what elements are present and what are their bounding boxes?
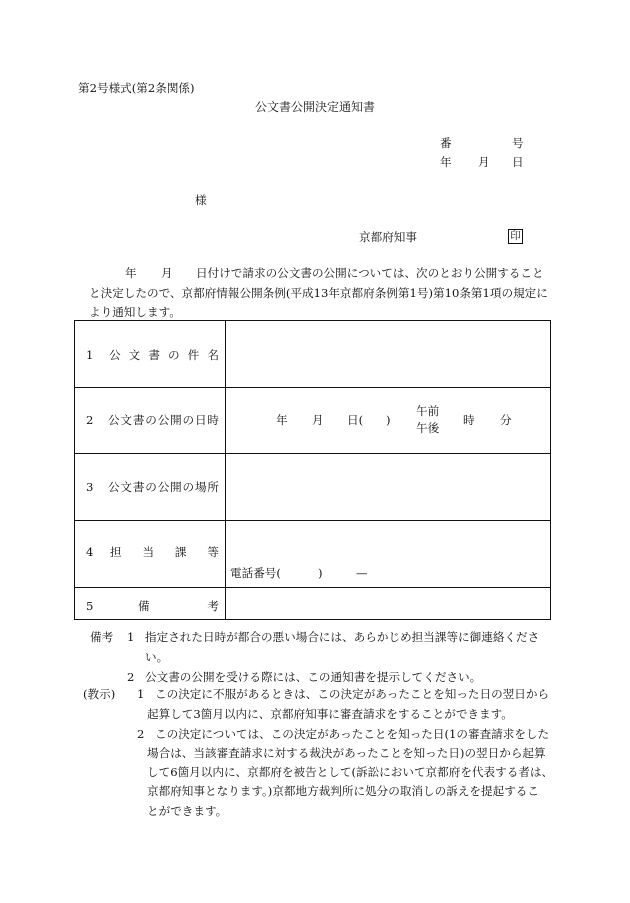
- label-char: 文: [128, 348, 141, 362]
- body-line-2: と決定したので、京都府情報公開条例(平成13年京都府条例第1号)第10条第1項の規定に: [89, 286, 548, 300]
- label-char: 公: [108, 413, 120, 427]
- remark-line: 公文書の公開を受ける際には、この通知書を提示してください。: [145, 670, 482, 684]
- label-char: 所: [207, 480, 219, 494]
- datetime-am: 午前: [416, 404, 440, 418]
- table-row-remarks: [75, 587, 550, 619]
- body-date-year: 年: [125, 266, 137, 280]
- datetime-day: 日(: [347, 413, 364, 427]
- instruction-line: とができます。: [147, 804, 228, 818]
- phone-label: 電話番号(: [230, 566, 281, 580]
- row-label-subject: [109, 348, 219, 362]
- date-year: 年: [440, 155, 452, 169]
- body-line-3: より通知します。: [89, 305, 181, 319]
- label-char: 場: [194, 480, 207, 494]
- remark-line: い。: [145, 650, 169, 664]
- label-char: 文: [120, 413, 133, 427]
- label-char: 開: [170, 413, 182, 427]
- label-char: 公: [109, 348, 121, 362]
- label-char: 時: [207, 413, 219, 427]
- row-number: 3: [86, 480, 94, 494]
- label-char: 文: [120, 480, 133, 494]
- datetime-pm: 午後: [416, 421, 440, 435]
- datetime-minute: 分: [500, 413, 512, 427]
- instruction-number: 2: [137, 727, 145, 741]
- instruction-line: 京都府知事となります。)京都地方裁判所に処分の取消しの訴えを提起するこ: [147, 784, 539, 798]
- instruction-line: この決定については、この決定があったことを知った日(1の審査請求をした: [155, 727, 550, 741]
- remarks-heading: 備考: [90, 630, 114, 644]
- datetime-year: 年: [276, 413, 288, 427]
- label-char: の: [145, 480, 157, 494]
- date-day: 日: [512, 155, 524, 169]
- label-char: 公: [157, 413, 170, 427]
- phone-dash: —: [356, 566, 368, 580]
- label-char: 当: [142, 545, 155, 559]
- row-number: 5: [86, 599, 94, 613]
- table-row-subject: [75, 321, 550, 387]
- number-prefix: 番: [440, 136, 452, 150]
- row-number: 2: [86, 413, 94, 427]
- addressee-honorific: 様: [195, 193, 207, 207]
- label-char: 件: [187, 348, 200, 362]
- label-char: 書: [132, 413, 145, 427]
- label-char: 担: [110, 545, 122, 559]
- label-char: 書: [148, 348, 160, 362]
- label-char: 名: [207, 348, 219, 362]
- form-number: 第2号様式(第2条関係): [78, 81, 195, 95]
- instruction-line: この決定に不服があるときは、この決定があったことを知った日の翌日から: [155, 687, 550, 701]
- details-table: [74, 320, 551, 620]
- instruction-line: して6箇月以内に、京都府を被告として(訴訟において京都府を代表する者は、: [147, 765, 554, 779]
- label-char: 備: [138, 599, 150, 613]
- row-label-place: [108, 480, 219, 494]
- label-char: 日: [194, 413, 207, 427]
- label-char: の: [182, 413, 195, 427]
- instruction-line: 場合は、当該審査請求に対する裁決があったことを知った日)の翌日から起算: [147, 746, 546, 760]
- row-label-department: [110, 545, 219, 559]
- remark-line: 指定された日時が都合の悪い場合には、あらかじめ担当課等に御連絡くださ: [145, 630, 540, 644]
- label-char: 公: [157, 480, 170, 494]
- label-char: 考: [207, 599, 219, 613]
- label-char: 公: [108, 480, 120, 494]
- row-number: 1: [86, 348, 94, 362]
- label-char: 等: [207, 545, 219, 559]
- phone-close: ): [318, 566, 323, 580]
- issuer-name: 京都府知事: [359, 230, 417, 244]
- body-line-1: 日付けで請求の公文書の公開については、次のとおり公開すること: [196, 266, 544, 280]
- instruction-line: 起算して3箇月以内に、京都府知事に審査請求をすることができます。: [147, 707, 513, 721]
- date-month: 月: [478, 155, 490, 169]
- table-row-datetime: [75, 387, 550, 453]
- remark-number: 2: [127, 670, 135, 684]
- label-char: の: [168, 348, 180, 362]
- datetime-hour: 時: [463, 413, 475, 427]
- label-char: の: [182, 480, 195, 494]
- label-char: 書: [132, 480, 145, 494]
- row-label-remarks: [138, 599, 219, 613]
- row-number: 4: [86, 545, 94, 559]
- body-date-month: 月: [161, 266, 173, 280]
- number-suffix: 号: [512, 136, 524, 150]
- label-char: の: [145, 413, 157, 427]
- datetime-day-close: ): [386, 413, 391, 427]
- datetime-month: 月: [312, 413, 324, 427]
- instruction-number: 1: [137, 687, 145, 701]
- instruction-heading: (教示): [83, 687, 116, 701]
- document-title: 公文書公開決定通知書: [255, 100, 376, 114]
- seal-stamp-box: 印: [508, 229, 523, 244]
- row-label-datetime: [108, 413, 219, 427]
- label-char: 課: [174, 545, 187, 559]
- remark-number: 1: [127, 630, 135, 644]
- label-char: 開: [170, 480, 182, 494]
- table-row-place: [75, 453, 550, 520]
- table-row-department: [75, 520, 550, 587]
